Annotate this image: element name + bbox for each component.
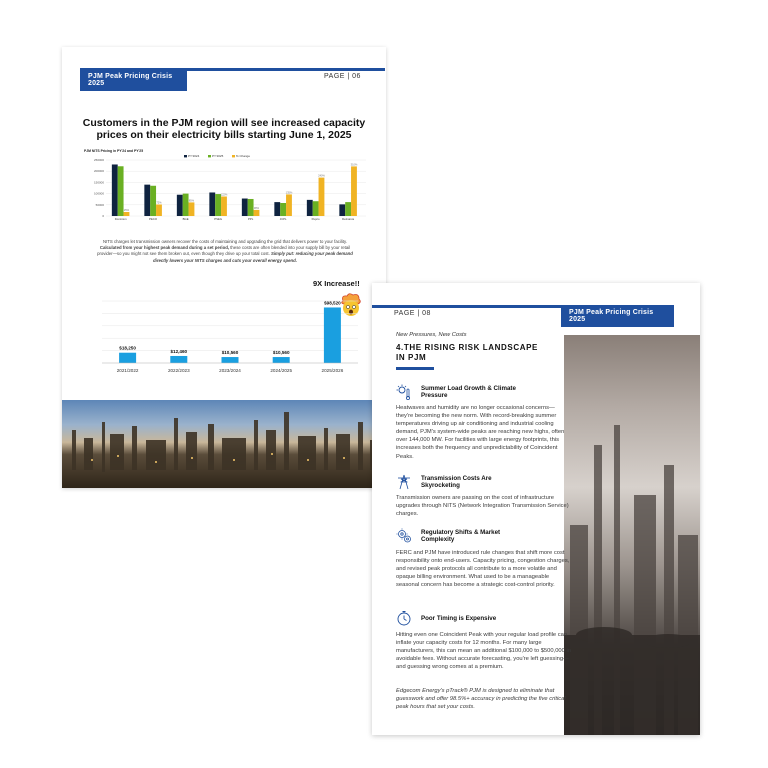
pct-data-label: 38% (253, 206, 260, 210)
increase-callout: 9X Increase!! (313, 279, 360, 288)
page-number: PAGE | 06 (324, 73, 361, 80)
bar-pct-change (319, 178, 325, 216)
y-tick-label: 50000 (95, 202, 104, 207)
closing-statement: Edgecom Energy's pTrack® PJM is designed to eliminate that guesswork and offer 98.5%+ accuracy in predicting the five critical peak hours that set your costs. (396, 688, 566, 711)
bar (222, 357, 239, 363)
nits-pricing-chart (84, 148, 374, 228)
sun-thermometer-icon (396, 384, 412, 400)
section-body-poor-timing: Hitting even one Coincident Peak with your regular load profile can inflate your capacity costs for 12 months. For many large manufacturers, this can mean an additional $100,000 to $500,000 in avoidable fees. Without accurate forecasting, you're left guessing—and guessing wrong comes at a premium. (396, 632, 571, 671)
bar-pct-change (124, 212, 130, 216)
x-tick-label: 2025/2026 (321, 368, 344, 373)
kicker: New Pressures, New Costs (396, 332, 467, 338)
bar-pct-change (286, 194, 292, 216)
data-label: $98,520 (324, 300, 341, 306)
bar-py2025 (313, 201, 319, 216)
bar-pct-change (254, 210, 260, 216)
bar (170, 356, 187, 363)
legend-label: PY'2025 (212, 154, 224, 159)
bar-py2024 (177, 195, 183, 216)
legend-label: % Change (236, 154, 251, 159)
legend-swatch (232, 155, 235, 157)
bar-py2024 (339, 204, 345, 216)
header-tag: PJM Peak Pricing Crisis 2025 (80, 69, 187, 91)
x-tick-label: 2022/2023 (167, 368, 190, 373)
section-title-line-1: 4.THE RISING RISK LANDSCAPE (396, 343, 538, 352)
heading-line-1: Summer Load Growth & Climate (421, 385, 516, 392)
stopwatch-icon (396, 610, 412, 626)
y-tick-label: 150000 (93, 180, 104, 185)
data-label: $12,460 (170, 348, 188, 354)
bar-py2025 (118, 166, 124, 216)
capacity-cost-chart (98, 297, 362, 375)
x-tick-label: Dominion (114, 217, 127, 221)
heading-line-1: Regulatory Shifts & Market (421, 529, 501, 536)
bar-pct-change (351, 166, 357, 216)
refinery-silhouette (62, 400, 386, 488)
bar-pct-change (221, 196, 227, 216)
data-label: $10,560 (221, 350, 239, 356)
data-label: $18,250 (119, 345, 136, 351)
section-heading-regulatory (421, 529, 500, 543)
y-tick-label: 200000 (93, 169, 104, 174)
gears-icon (396, 528, 412, 544)
x-tick-label: PPL (247, 217, 254, 221)
section-title (396, 343, 538, 362)
bar-pct-change (156, 204, 162, 216)
bar-py2025 (345, 202, 351, 216)
paragraph-text-2: these costs are often blended into your supply bill by your retail provider—so you might not see them broken out, even though they drive up your total cost. (97, 245, 351, 257)
bar (273, 357, 290, 363)
heading-line-1: Transmission Costs Are (421, 475, 492, 482)
x-tick-label: BGE (182, 217, 189, 221)
page-08 (372, 283, 700, 735)
bar-pct-change (189, 202, 195, 216)
chart-title: PJM NITS Pricing in PY'24 and PY'25 (84, 149, 144, 153)
x-tick-label: PSEG (214, 217, 223, 221)
y-tick-label: 250000 (93, 158, 104, 162)
paragraph-bold-1: Calculated from your highest peak demand during a set period, (99, 245, 230, 251)
paragraph-bold-2: Simply put: reducing your peak demand directly lowers your NITS charges and cuts your overall energy spend. (153, 251, 353, 263)
section-heading-poor-timing: Poor Timing is Expensive (421, 615, 497, 622)
section-body-summer-load: Heatwaves and humidity are no longer occasional concerns—they're becoming the new norm. With record-breaking summer temperatures driving up air conditioning and industrial cooling demand, PJM's system-wide peaks are reaching new highs, often over 144,000 MW. For facilities with large energy footprints, this increases both the frequency and unpredictability of Coincident Peaks. (396, 405, 565, 460)
bar-py2025 (183, 194, 189, 216)
y-tick-label: 100000 (93, 191, 104, 196)
section-title-line-2: IN PJM (396, 352, 427, 362)
plant-silhouette (564, 335, 700, 735)
pct-data-label: 85% (188, 199, 195, 203)
data-label: $10,560 (272, 350, 290, 356)
x-tick-label: Pepco (311, 217, 320, 221)
x-tick-label: 2023/2024 (219, 368, 241, 373)
bar-py2024 (209, 192, 215, 216)
x-tick-label: JCPL (279, 217, 287, 221)
legend-swatch (208, 155, 211, 157)
legend-swatch (184, 155, 187, 157)
bar (119, 353, 136, 363)
headline: Customers in the PJM region will see increased capacity prices on their electricity bills starting June 1, 2025 (82, 117, 366, 141)
refinery-photo (62, 400, 386, 488)
section-body-transmission: Transmission owners are passing on the cost of infrastructure upgrades through NITS (Network Integration Transmission Service) charges. (396, 495, 569, 518)
heading-line-2: Skyrocketing (421, 482, 460, 489)
header-rule (372, 305, 564, 308)
bar-py2025 (280, 203, 286, 216)
page-number: PAGE | 08 (394, 310, 431, 317)
section-body-regulatory: FERC and PJM have introduced rule changes that shift more cost responsibility onto end-users. Capacity pricing, congestion charges, and revised peak protocols all contribute to a more volatile and opaque billing environment. What used to be a manageable seasonal concern has become a strategic cost-control priority. (396, 550, 570, 589)
heading-line-2: Complexity (421, 536, 455, 543)
pct-data-label: 310% (350, 163, 358, 167)
pct-data-label: 135% (285, 191, 293, 195)
x-tick-label: 2024/2025 (270, 368, 293, 373)
bar-py2024 (112, 164, 118, 216)
x-tick-label: Delmarva (342, 217, 355, 221)
pct-data-label: 72% (156, 201, 162, 205)
heading-line-2: Pressure (421, 392, 448, 399)
legend-label: PY'2024 (188, 154, 200, 159)
page-06 (62, 47, 386, 488)
bar-py2024 (307, 200, 313, 216)
pct-data-label: 122% (220, 193, 228, 197)
pct-data-label: 25% (123, 209, 130, 212)
title-underline (396, 367, 434, 370)
pct-data-label: 240% (318, 174, 325, 178)
section-heading-summer-load (421, 385, 516, 399)
bar-py2025 (248, 199, 254, 216)
x-tick-label: PECO (149, 217, 158, 221)
paragraph-text-1: NITS charges let transmission owners recover the costs of maintaining and upgrading the grid that delivers power to your facility. (102, 239, 347, 244)
nits-explainer-paragraph (96, 239, 354, 264)
bar-py2024 (242, 199, 248, 216)
bar-py2024 (144, 185, 150, 216)
header-tag: PJM Peak Pricing Crisis 2025 (561, 305, 674, 327)
bar (324, 307, 341, 363)
bar-py2025 (150, 186, 156, 216)
y-tick-label: 0 (102, 214, 104, 218)
transmission-tower-icon (396, 474, 412, 490)
x-tick-label: 2021/2022 (116, 368, 139, 373)
bar-py2024 (274, 202, 280, 216)
section-heading-transmission (421, 475, 492, 489)
bar-py2025 (215, 194, 221, 216)
industrial-plant-photo (564, 335, 700, 735)
